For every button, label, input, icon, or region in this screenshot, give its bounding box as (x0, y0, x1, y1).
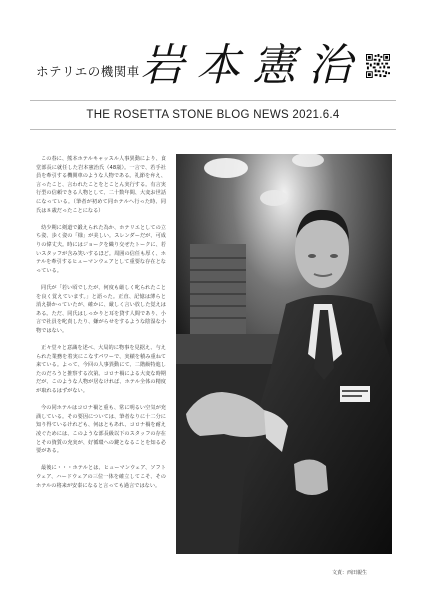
article-paragraph: 正々堂々と意識を述べ、大局的に物事を見据え、与えられた業務を着実にこなすパワーで、実績を積み重ねて来ている。よって、今回の人事異動にて、二階級特進したのだろうと推察する次第。コロナ禍による大変な時期だが、このような人物が居なければ、ホテル全体の精度が取れるはずがない。 (36, 345, 166, 395)
portrait-illustration (176, 154, 392, 554)
series-subtitle: ホテリエの機関車 (36, 64, 140, 79)
qr-code-icon[interactable] (366, 54, 390, 78)
article-body (36, 155, 166, 499)
header (0, 0, 424, 96)
article-paragraph: 今の同ホテルはコロナ禍と重も、常に明るい空気が充満している。その要因については、筆者なりに十二分に知り得ているけれども、何はともあれ、コロナ禍を耐え凌ぐためには、このような部長級以下のスタッフの存在とその資質の充実が、好循環への鍵となることを知る必要がある。 (36, 405, 166, 455)
author-credit: 文責：西田親生 (332, 570, 368, 576)
article-paragraph: 最後に・・・ホテルとは、ヒューマンウェア、ソフトウェア、ハードウェアの三位一体を確立してこそ、そのホテルの将来が安泰になると言っても過言ではない。 (36, 465, 166, 489)
portrait-photo (176, 154, 392, 554)
blog-banner-title: THE ROSETTA STONE BLOG NEWS 2021.6.4 (86, 109, 340, 121)
blog-banner (30, 100, 396, 130)
article-paragraph: 幼少期に剣道で鍛えられた為か、ホテリエとしての立ち姿、歩く姿の「様」が美しい。スレンダーだが、可成りの偉丈夫。時にはジョークを織り交ぜたトークに、若いスタッフが含み笑いするほど。周囲の信任も厚く、ホテルを牽引するヒューマンウェアとして重要な存在となっている。 (36, 224, 166, 274)
article-paragraph: 同氏が「若い頃でしたが、何度も厳しく叱られたことを良く覚えています。」と語った。正直、記憶は薄らと消え掛かっていたが、確かに、厳しく言い放した覚えはある。ただ、同氏はしっかりと耳を貸す人間であり、小言で社員を叱責したり、嫌がらせをするような陰湿な小物ではない。 (36, 284, 166, 334)
calligraphy-name: 岩本憲治 (140, 40, 364, 91)
article-paragraph: この春に、熊本ホテルキャッスル人事異動により、食堂部長に就任した岩本憲治氏（48歳）。一言で、若手社員を牽引する機関車のような人物である。礼節を弁え、言ったこと、言われたことをとことん実行する。有言実行型の信頼できる人物として、二十数年間、大変お世話になっている。（筆者が初めて同ホテルへ行った時、同氏は８歳だったことになる） (36, 156, 166, 214)
